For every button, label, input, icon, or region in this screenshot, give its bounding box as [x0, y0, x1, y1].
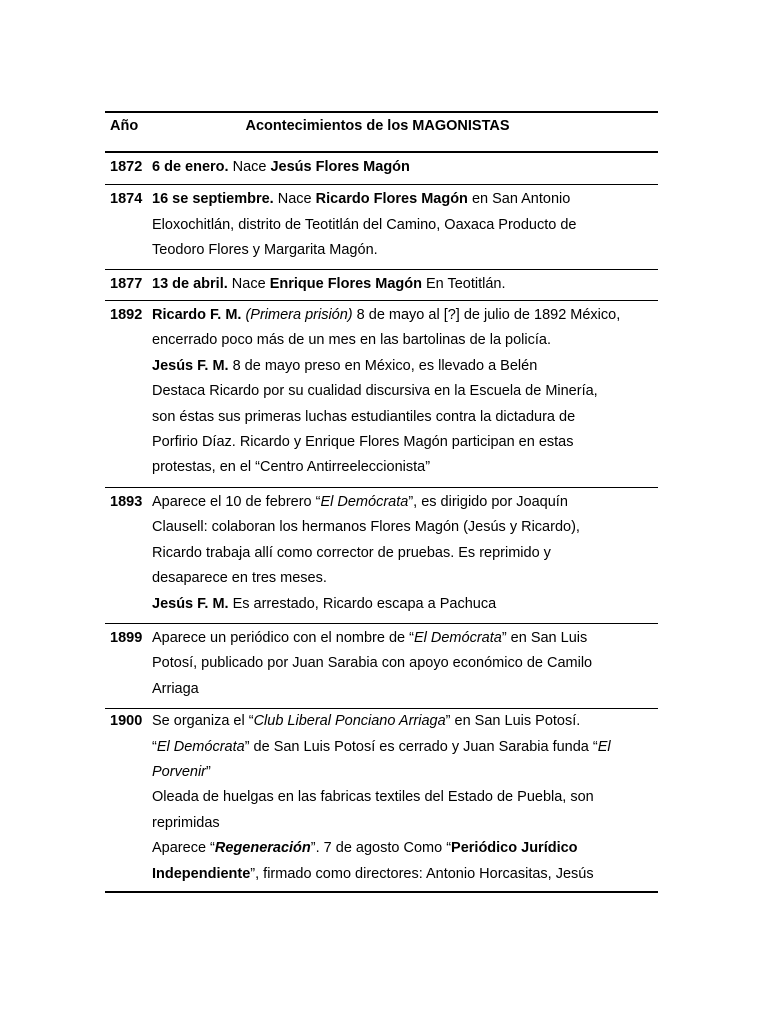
year-column-header: Año — [110, 118, 139, 134]
event-line — [152, 709, 654, 734]
event-text: ” en San Luis — [501, 629, 588, 646]
event-line — [152, 541, 654, 566]
event-text: El Demócrata — [413, 629, 502, 646]
event-text: Jesús F. M. — [152, 595, 229, 612]
row-year: 1893 — [110, 493, 143, 510]
row-year: 1877 — [110, 275, 143, 292]
event-text: Ricardo Flores Magón — [315, 191, 468, 208]
event-text: Porvenir — [152, 763, 206, 780]
event-text: Jesús F. M. — [152, 357, 229, 374]
event-line — [152, 836, 654, 861]
event-line — [152, 354, 654, 379]
event-text: ”, es dirigido por Joaquín — [408, 493, 568, 510]
row-year: 1900 — [110, 713, 143, 730]
event-text: El Demócrata — [156, 738, 245, 755]
table-row — [105, 624, 658, 709]
event-text: Enrique Flores Magón — [269, 275, 422, 292]
row-events — [152, 155, 658, 180]
event-text: Nace — [227, 275, 270, 292]
event-text: (Primera prisión) — [245, 307, 353, 324]
event-text: desaparece en tres meses. — [152, 570, 327, 587]
chronology-table — [105, 111, 658, 893]
event-text: ” de San Luis Potosí es cerrado y Juan Sarabia funda “ — [244, 738, 598, 755]
row-events — [152, 490, 658, 617]
event-line — [152, 238, 654, 263]
event-text: Teodoro Flores y Margarita Magón. — [152, 242, 378, 259]
event-line — [152, 811, 654, 836]
event-line — [152, 677, 654, 702]
row-events — [152, 187, 658, 263]
row-events — [152, 303, 658, 481]
event-text: Es arrestado, Ricardo escapa a Pachuca — [228, 595, 497, 612]
event-text: Ricardo trabaja allí como corrector de pruebas. Es reprimido y — [152, 544, 551, 561]
table-row — [105, 301, 658, 488]
row-year: 1899 — [110, 629, 143, 646]
event-text: Nace — [273, 191, 316, 208]
event-line — [152, 626, 654, 651]
event-text: Clausell: colaboran los hermanos Flores Magón (Jesús y Ricardo), — [152, 519, 580, 536]
event-text: Potosí, publicado por Juan Sarabia con apoyo económico de Camilo — [152, 655, 593, 672]
event-line — [152, 735, 654, 760]
event-line — [152, 187, 654, 212]
event-text: Oleada de huelgas en las fabricas textiles del Estado de Puebla, son — [152, 789, 594, 806]
event-line — [152, 303, 654, 328]
table-header — [105, 113, 658, 153]
event-line — [152, 592, 654, 617]
event-line — [152, 328, 654, 353]
event-text: El Demócrata — [320, 493, 409, 510]
event-text: Destaca Ricardo por su cualidad discursiva en la Escuela de Minería, — [152, 383, 598, 400]
table-row — [105, 185, 658, 269]
event-text: 8 de mayo preso en México, es llevado a Belén — [228, 357, 538, 374]
table-row — [105, 270, 658, 301]
event-line — [152, 155, 654, 180]
event-line — [152, 760, 654, 785]
event-text: reprimidas — [152, 814, 220, 831]
table-body — [105, 153, 658, 893]
row-events — [152, 626, 658, 702]
event-line — [152, 490, 654, 515]
row-events — [152, 709, 658, 887]
event-text: Jesús Flores Magón — [270, 159, 410, 175]
event-text: 13 de abril. — [152, 275, 228, 292]
row-year: 1874 — [110, 191, 143, 208]
event-text: Arriaga — [152, 680, 199, 697]
event-text: ”. 7 de agosto Como “ — [310, 840, 452, 857]
events-column-header: Acontecimientos de los MAGONISTAS — [245, 118, 510, 134]
event-text: Ricardo F. M. — [152, 307, 242, 324]
event-line — [152, 430, 654, 455]
event-text: Aparece un periódico con el nombre de “ — [152, 629, 414, 646]
event-line — [152, 785, 654, 810]
event-text: Porfirio Díaz. Ricardo y Enrique Flores Magón participan en estas — [152, 434, 574, 451]
event-line — [152, 651, 654, 676]
event-text: ” — [206, 763, 211, 780]
event-text: Aparece “ — [152, 840, 215, 857]
event-text: encerrado poco más de un mes en las bartolinas de la policía. — [152, 332, 551, 349]
event-text: Aparece el 10 de febrero “ — [152, 493, 321, 510]
event-text: ” en San Luis Potosí. — [445, 713, 581, 730]
table-row — [105, 488, 658, 624]
event-text: ”, firmado como directores: Antonio Horcasitas, Jesús — [250, 865, 594, 882]
event-text: son éstas sus primeras luchas estudiantiles contra la dictadura de — [152, 408, 576, 425]
row-events — [152, 272, 658, 297]
event-text: Regeneración — [214, 840, 311, 857]
event-text: 6 de enero. — [152, 159, 229, 175]
event-line — [152, 379, 654, 404]
row-year: 1872 — [110, 159, 143, 175]
event-line — [152, 455, 654, 480]
event-text: Independiente — [152, 865, 251, 882]
event-text: “ — [152, 738, 157, 755]
table-row — [105, 153, 658, 185]
event-text: Club Liberal Ponciano Arriaga — [253, 713, 446, 730]
event-text: Eloxochitlán, distrito de Teotitlán del Camino, Oaxaca Producto de — [152, 216, 577, 233]
event-line — [152, 272, 654, 297]
event-text: Periódico Jurídico — [451, 840, 578, 857]
event-text: protestas, en el “Centro Antirreeleccionista” — [152, 459, 431, 476]
event-text: en San Antonio — [467, 191, 571, 208]
event-text: 16 se septiembre. — [152, 191, 274, 208]
event-text: 8 de mayo al [?] de julio de 1892 México, — [352, 307, 621, 324]
event-line — [152, 213, 654, 238]
event-line — [152, 405, 654, 430]
event-text: En Teotitlán. — [421, 275, 506, 292]
event-text: El — [597, 738, 611, 755]
event-line — [152, 515, 654, 540]
event-line — [152, 862, 654, 887]
row-year: 1892 — [110, 307, 143, 324]
event-line — [152, 566, 654, 591]
event-text: Se organiza el “ — [152, 713, 254, 730]
event-text: Nace — [228, 159, 271, 175]
table-row — [105, 709, 658, 893]
